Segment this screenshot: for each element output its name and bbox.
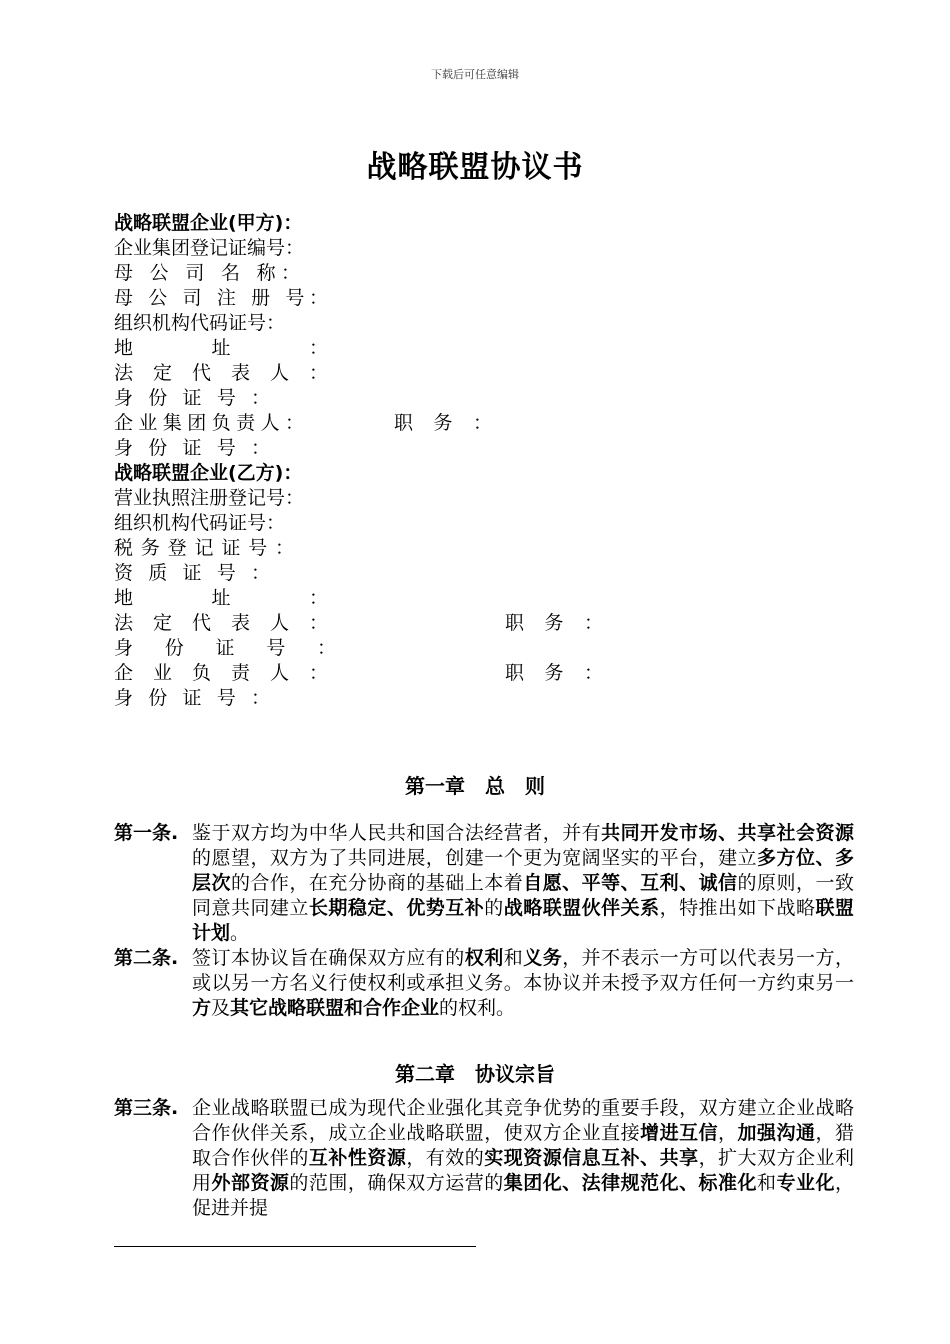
field-row bbox=[114, 486, 834, 511]
document-title: 战略联盟协议书 bbox=[366, 150, 584, 185]
header-note: 下载后可任意编辑 bbox=[431, 68, 519, 81]
field-row bbox=[114, 336, 834, 361]
id-number-label: 身份证号： bbox=[114, 387, 270, 409]
article-body: 鉴于双方均为中华人民共和国合法经营者，并有共同开发市场、共享社会资源的愿望，双方为了共同进展，创建一个更为宽阔坚实的平台，建立多方位、多层次的合作，在充分协商的基础上本着自愿、平等、互利、诚信的原则，一致同意共同建立长期稳定、优势互补的战略联盟伙伴关系，特推出如下战略联盟计划。 bbox=[192, 822, 854, 944]
field-row bbox=[114, 661, 834, 686]
id-number-label: 身份证号： bbox=[114, 687, 270, 709]
id-number-label: 身份证号： bbox=[114, 437, 270, 459]
footnote-separator bbox=[114, 1246, 476, 1247]
party-info-fields bbox=[114, 211, 834, 711]
article-number: 第二条. bbox=[114, 947, 179, 969]
field-row bbox=[114, 611, 834, 636]
legal-rep-label: 法定代表人： bbox=[114, 362, 328, 384]
article-2 bbox=[114, 946, 854, 1021]
qualification-label: 资质证号： bbox=[114, 562, 270, 584]
parent-reg-label: 母 公 司 注 册 号： bbox=[114, 287, 328, 309]
parent-name-label: 母 公 司 名 称： bbox=[114, 262, 300, 284]
chapter-heading: 第二章 协议宗旨 bbox=[395, 1062, 555, 1086]
group-head-label: 企业集团负责人： bbox=[114, 412, 304, 434]
chapter-heading: 第一章 总 则 bbox=[405, 774, 545, 798]
address-label: 地址： bbox=[114, 587, 328, 609]
group-reg-label: 企业集团登记证编号： bbox=[114, 237, 305, 259]
article-3 bbox=[114, 1096, 854, 1221]
legal-rep-label: 法定代表人： bbox=[114, 612, 328, 634]
field-row bbox=[114, 586, 834, 611]
article-number: 第一条. bbox=[114, 822, 179, 844]
field-row bbox=[114, 311, 834, 336]
field-row bbox=[114, 361, 834, 386]
field-row bbox=[114, 286, 834, 311]
party-b-heading: 战略联盟企业(乙方)： bbox=[114, 462, 303, 484]
field-row bbox=[114, 261, 834, 286]
field-row bbox=[114, 511, 834, 536]
party-a-heading-row bbox=[114, 211, 834, 236]
head-label: 企业负责人： bbox=[114, 662, 328, 684]
address-label: 地址： bbox=[114, 337, 328, 359]
article-body: 企业战略联盟已成为现代企业强化其竞争优势的重要手段，双方建立企业战略合作伙伴关系，成立企业战略联盟，使双方企业直接增进互信，加强沟通，猎取合作伙伴的互补性资源，有效的实现资源信息互补、共享，扩大双方企业利用外部资源的范围，确保双方运营的集团化、法律规范化、标准化和专业化，促进并提 bbox=[192, 1097, 854, 1219]
field-row bbox=[114, 236, 834, 261]
article-number: 第三条. bbox=[114, 1097, 179, 1119]
field-row bbox=[114, 561, 834, 586]
position-label: 职务： bbox=[505, 662, 603, 684]
party-a-heading: 战略联盟企业(甲方)： bbox=[114, 212, 303, 234]
field-row bbox=[114, 411, 834, 436]
org-code-label: 组织机构代码证号： bbox=[114, 312, 286, 334]
field-row bbox=[114, 536, 834, 561]
id-number-label: 身份证号： bbox=[114, 637, 336, 659]
field-row bbox=[114, 686, 834, 711]
position-label: 职务： bbox=[394, 412, 492, 434]
tax-reg-label: 税务登记证号： bbox=[114, 537, 294, 559]
field-row bbox=[114, 436, 834, 461]
biz-license-label: 营业执照注册登记号： bbox=[114, 487, 305, 509]
party-b-heading-row bbox=[114, 461, 834, 486]
field-row bbox=[114, 636, 834, 661]
article-1 bbox=[114, 821, 854, 946]
org-code-label: 组织机构代码证号： bbox=[114, 512, 286, 534]
position-label: 职务： bbox=[505, 612, 603, 634]
field-row bbox=[114, 386, 834, 411]
article-body: 签订本协议旨在确保双方应有的权利和义务，并不表示一方可以代表另一方，或以另一方名义行使权利或承担义务。本协议并未授予双方任何一方约束另一方及其它战略联盟和合作企业的权利。 bbox=[192, 947, 854, 1019]
